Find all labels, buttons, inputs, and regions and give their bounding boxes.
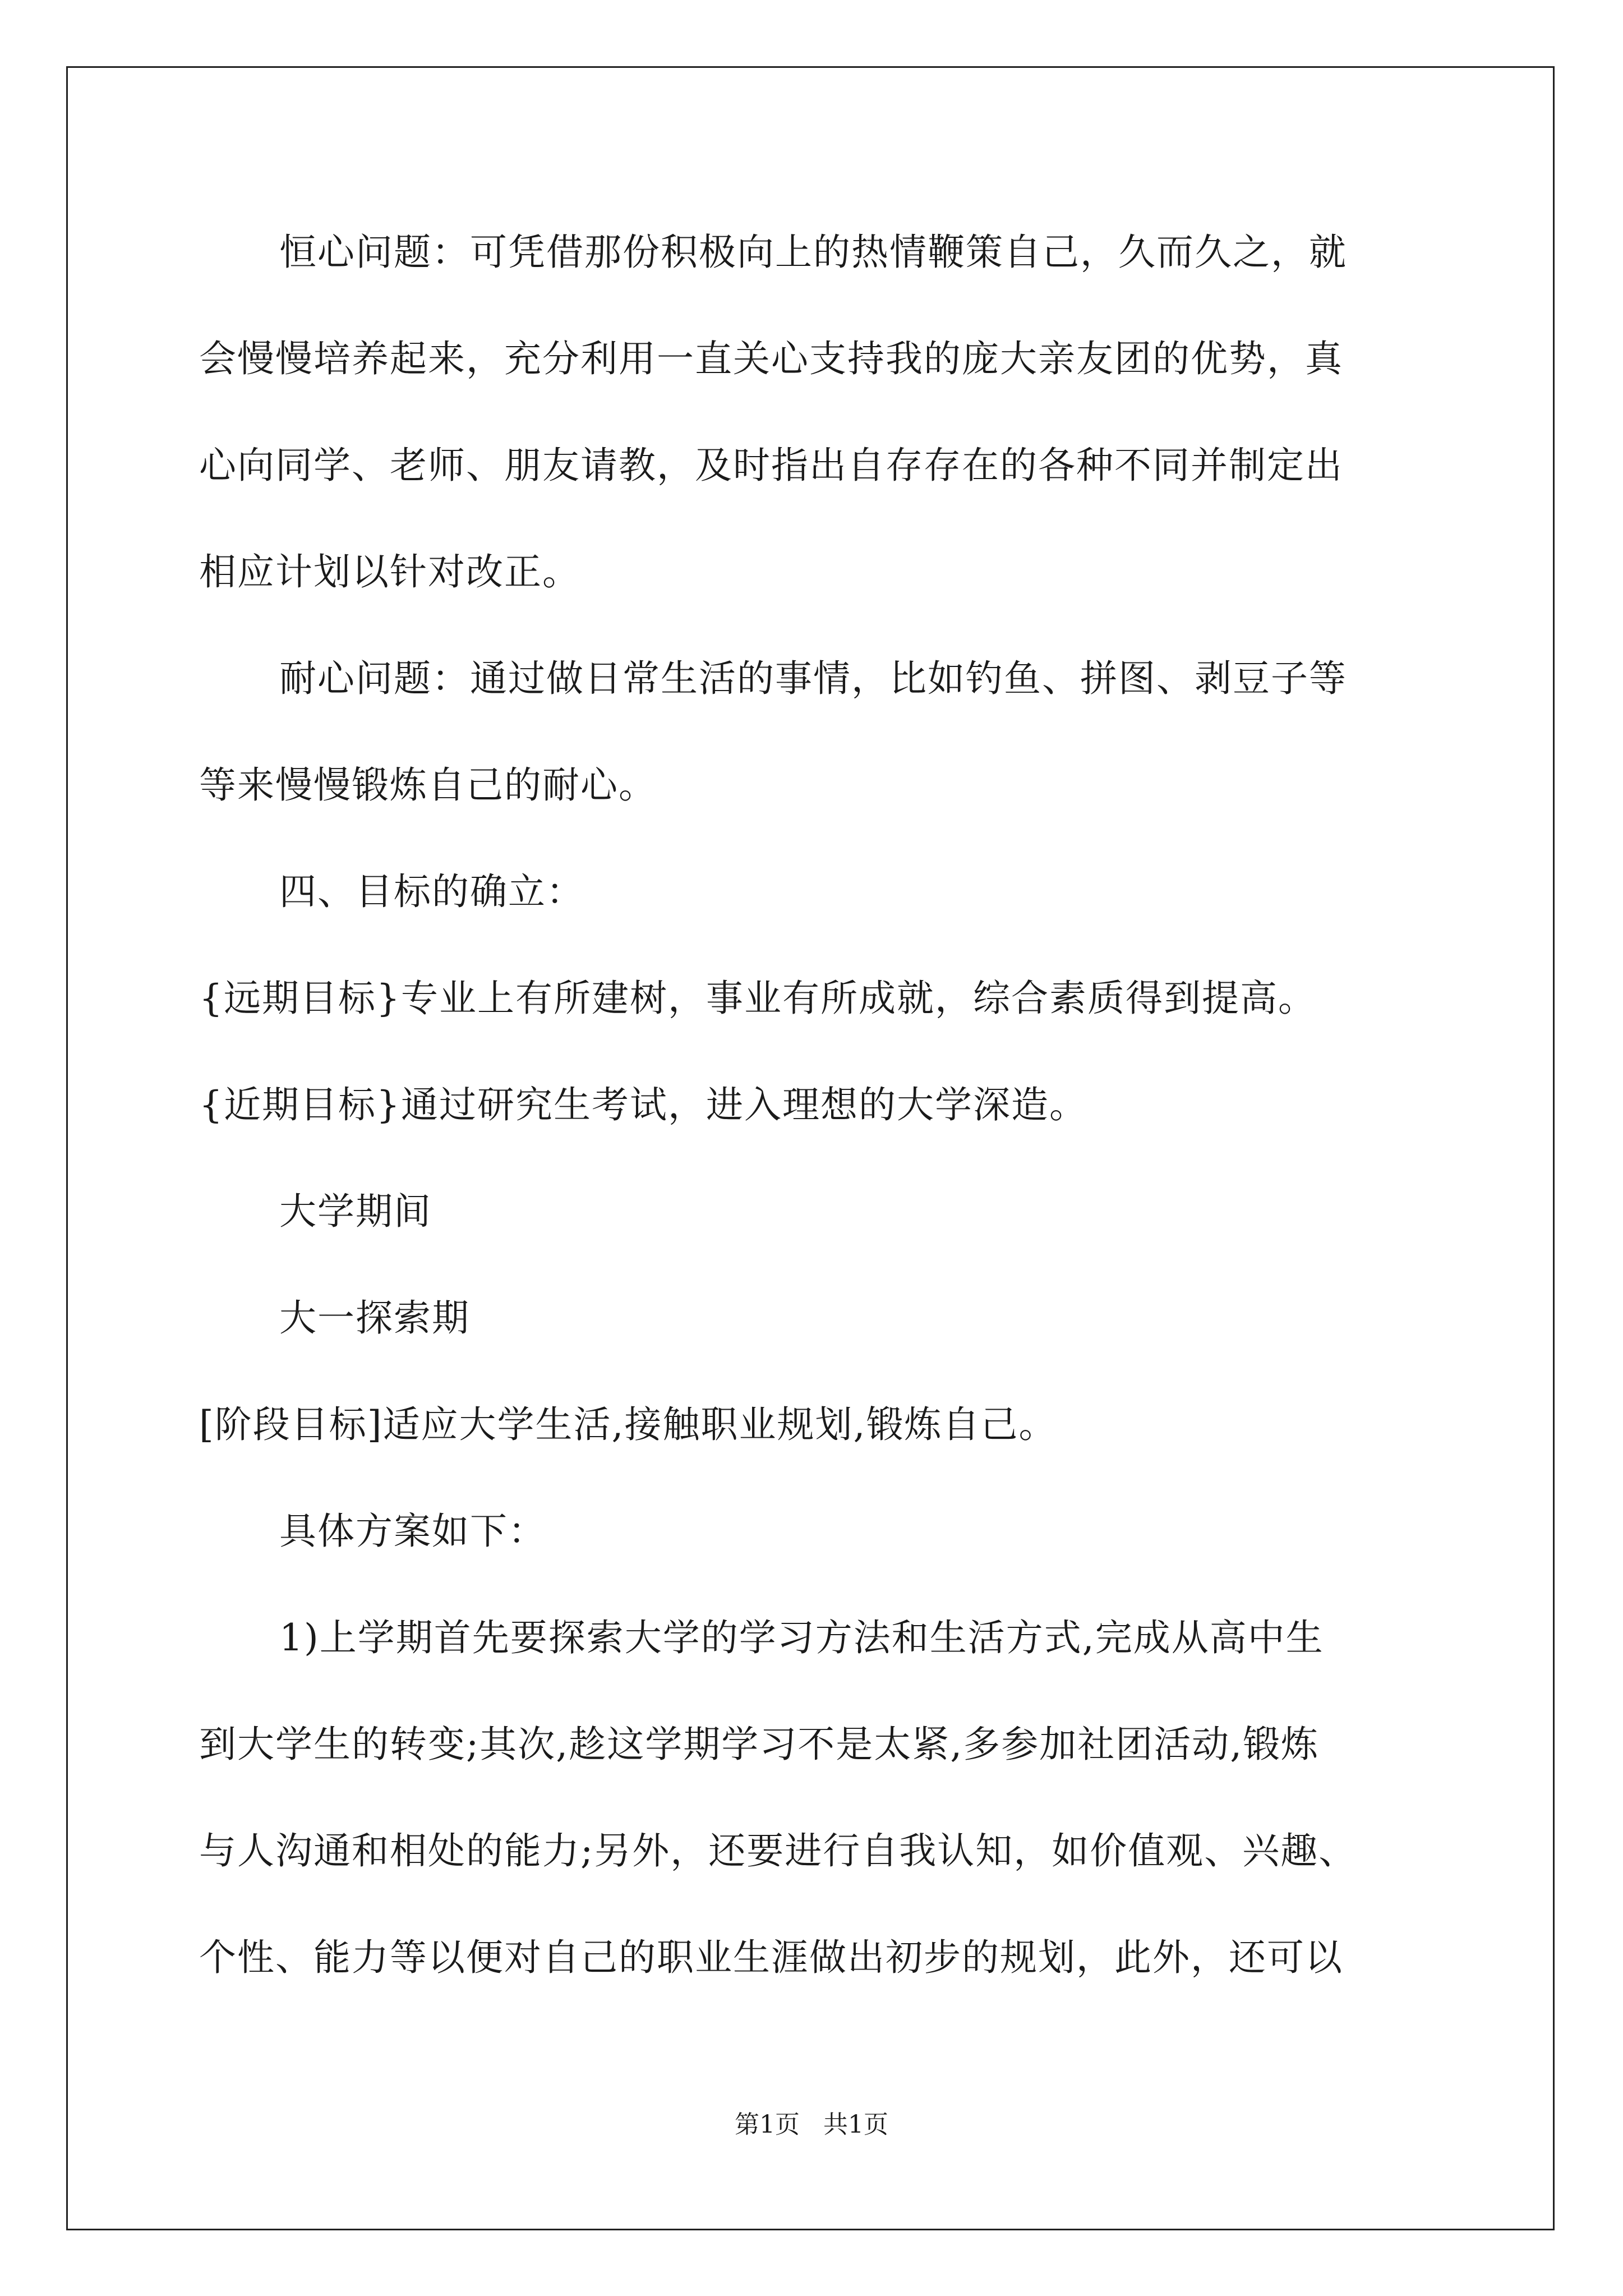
page-footer: 第1页 共1页 xyxy=(735,2110,888,2139)
paragraph-line: 相应计划以针对改正。 xyxy=(199,550,580,593)
paragraph-line: 大学期间 xyxy=(279,1190,432,1233)
paragraph-line: 具体方案如下： xyxy=(279,1510,546,1553)
paragraph-line: 到大学生的转变;其次,趁这学期学习不是太紧,多参加社团活动,锻炼 xyxy=(199,1723,1320,1766)
paragraph-line: 等来慢慢锻炼自己的耐心。 xyxy=(199,763,657,807)
paragraph-line: 大一探索期 xyxy=(279,1296,470,1340)
paragraph-line: 与人沟通和相处的能力;另外，还要进行自我认知，如价值观、兴趣、 xyxy=(199,1829,1357,1872)
paragraph-line: {近期目标}通过研究生考试，进入理想的大学深造。 xyxy=(199,1083,1087,1126)
paragraph-line: 会慢慢培养起来，充分利用一直关心支持我的庞大亲友团的优势，真 xyxy=(199,337,1343,380)
paragraph-line: 心向同学、老师、朋友请教，及时指出自存存在的各种不同并制定出 xyxy=(199,444,1343,487)
paragraph-line: 恒心问题：可凭借那份积极向上的热情鞭策自己，久而久之，就 xyxy=(279,231,1347,274)
section-heading: 四、目标的确立： xyxy=(279,870,584,913)
page-border xyxy=(66,66,1555,2230)
paragraph-line: {远期目标}专业上有所建树，事业有所成就，综合素质得到提高。 xyxy=(199,977,1316,1020)
paragraph-line: [阶段目标]适应大学生活,接触职业规划,锻炼自己。 xyxy=(199,1403,1057,1446)
paragraph-line: 1)上学期首先要探索大学的学习方法和生活方式,完成从高中生 xyxy=(279,1616,1324,1659)
paragraph-line: 耐心问题：通过做日常生活的事情，比如钓鱼、拼图、剥豆子等 xyxy=(279,657,1347,700)
paragraph-line: 个性、能力等以便对自己的职业生涯做出初步的规划，此外，还可以 xyxy=(199,1936,1343,1979)
